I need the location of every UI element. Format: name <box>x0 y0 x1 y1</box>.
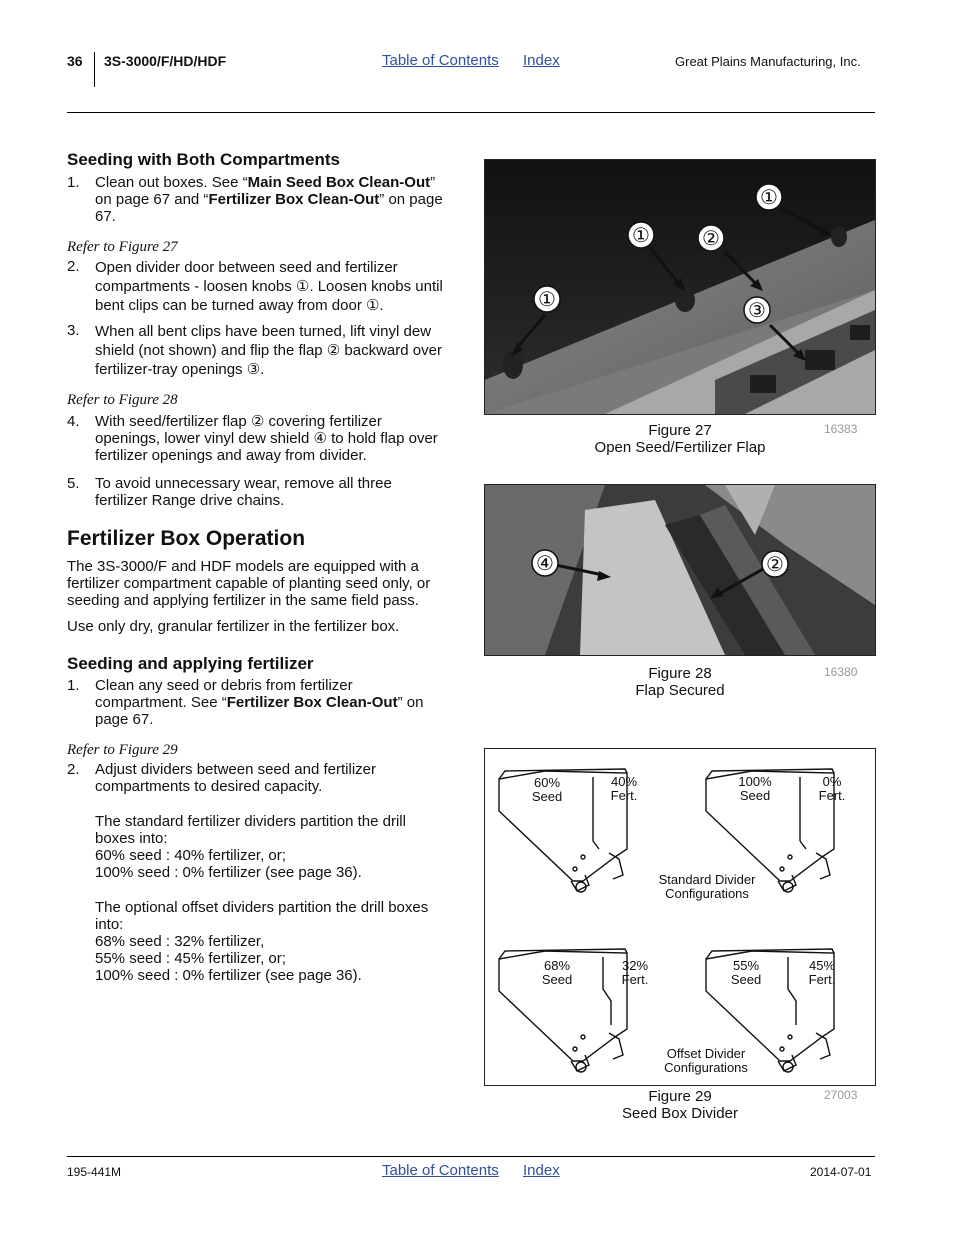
step-t1: 1. Clean any seed or debris from fertilizer compartment. See “Fertilizer Box Clean-Out” on page 67. <box>67 677 424 728</box>
step-number: 2. <box>67 258 80 275</box>
figure-27-caption: Figure 27 Open Seed/Fertilizer Flap <box>594 422 766 456</box>
step-5: 5. To avoid unnecessary wear, remove all three fertilizer Range drive chains. <box>67 475 392 509</box>
callout-1-a: ① <box>538 287 556 311</box>
link-main-seed-box-cleanout: Main Seed Box Clean-Out <box>247 174 431 191</box>
figure-27-photo <box>484 159 876 415</box>
figure-28-id: 16380 <box>824 665 858 679</box>
step-1: 1. Clean out boxes. See “Main Seed Box Clean-Out” on page 67 and “Fertilizer Box Clean-Out” on page 67. <box>67 174 443 225</box>
header-toc-link[interactable]: Table of Contents <box>382 52 499 69</box>
header-divider <box>94 52 95 87</box>
standard-divider-label: Standard Divider Configurations <box>658 872 756 901</box>
step-number: 4. <box>67 413 80 430</box>
paragraph-intro: The 3S-3000/F and HDF models are equipped with a fertilizer compartment capable of planting seed only, or seeding and applying fertilizer in the same field pass. <box>67 558 431 609</box>
box4-seed-label: 55% Seed <box>730 958 762 987</box>
refer-figure-27: Refer to Figure 27 <box>67 239 178 255</box>
callout-2: ② <box>702 226 720 250</box>
section-title-both-compartments: Seeding with Both Compartments <box>67 150 340 169</box>
callout-4: ④ <box>536 551 554 575</box>
offset-divider-label: Offset Divider Configurations <box>664 1046 748 1075</box>
figure-27-illustration <box>485 160 875 414</box>
step-number: 1. <box>67 677 80 694</box>
box4-fert-label: 45% Fert. <box>808 958 836 987</box>
refer-figure-29: Refer to Figure 29 <box>67 742 178 758</box>
figure-29-diagram <box>484 748 876 1086</box>
refer-figure-28: Refer to Figure 28 <box>67 392 178 408</box>
callout-1-c: ① <box>760 185 778 209</box>
link-fertilizer-box-cleanout-2: Fertilizer Box Clean-Out <box>226 694 398 711</box>
figure-27-id: 16383 <box>824 422 858 436</box>
figure-29-id: 27003 <box>824 1088 858 1102</box>
step-number: 2. <box>67 761 80 778</box>
box2-fert-label: 0% Fert. <box>818 774 846 803</box>
model-name: 3S-3000/F/HD/HDF <box>104 53 227 69</box>
header-index-link[interactable]: Index <box>523 52 560 69</box>
header-rule <box>67 112 875 113</box>
box2-seed-label: 100% Seed <box>738 774 772 803</box>
step-t2: 2. Adjust dividers between seed and fertilizer compartments to desired capacity. The standard fertilizer dividers partition the drill boxes into: 60% seed : 40% fertilizer, or; 100% seed : 0% fertilizer (see page 36). The optional offset dividers partition the drill boxes into: 68% seed : 32% fertilizer, 55% seed : 45% fertilizer, or; 100% seed : 0% fertilizer (see page 36). <box>67 761 429 984</box>
footer-toc-link[interactable]: Table of Contents <box>382 1162 499 1179</box>
footer-rule <box>67 1156 875 1157</box>
section-title-seeding-applying: Seeding and applying fertilizer <box>67 654 314 673</box>
doc-date: 2014-07-01 <box>810 1165 872 1179</box>
step-number: 3. <box>67 322 80 339</box>
step-number: 5. <box>67 475 80 492</box>
paragraph-dry-fertilizer: Use only dry, granular fertilizer in the fertilizer box. <box>67 618 400 635</box>
callout-2: ② <box>766 552 784 576</box>
footer-index-link[interactable]: Index <box>523 1162 560 1179</box>
callout-3: ③ <box>748 298 766 322</box>
box1-seed-label: 60% Seed <box>531 775 563 804</box>
figure-28-photo <box>484 484 876 656</box>
callout-1-b: ① <box>632 223 650 247</box>
box3-seed-label: 68% Seed <box>541 958 573 987</box>
main-title: Fertilizer Box Operation <box>67 527 306 550</box>
link-fertilizer-box-cleanout: Fertilizer Box Clean-Out <box>208 191 380 208</box>
page-number: 36 <box>67 53 83 69</box>
step-4: 4. With seed/fertilizer flap ② covering fertilizer openings, lower vinyl dew shield ④ to hold flap over fertilizer openings and away from divider. <box>67 413 438 464</box>
box1-fert-label: 40% Fert. <box>610 774 638 803</box>
doc-number: 195-441M <box>67 1165 122 1179</box>
figure-28-caption: Figure 28 Flap Secured <box>635 665 725 699</box>
step-3: 3. When all bent clips have been turned, lift vinyl dew shield (not shown) and flip the flap ② backward over fertilizer-tray openings ③. <box>67 322 442 378</box>
step-2: 2. Open divider door between seed and fertilizer compartments - loosen knobs ①. Loosen knobs until bent clips can be turned away from door ①. <box>67 258 443 314</box>
box3-fert-label: 32% Fert. <box>621 958 649 987</box>
figure-28-illustration <box>485 485 875 655</box>
company-name: Great Plains Manufacturing, Inc. <box>675 54 861 69</box>
step-number: 1. <box>67 174 80 191</box>
figure-29-caption: Figure 29 Seed Box Divider <box>622 1088 738 1122</box>
